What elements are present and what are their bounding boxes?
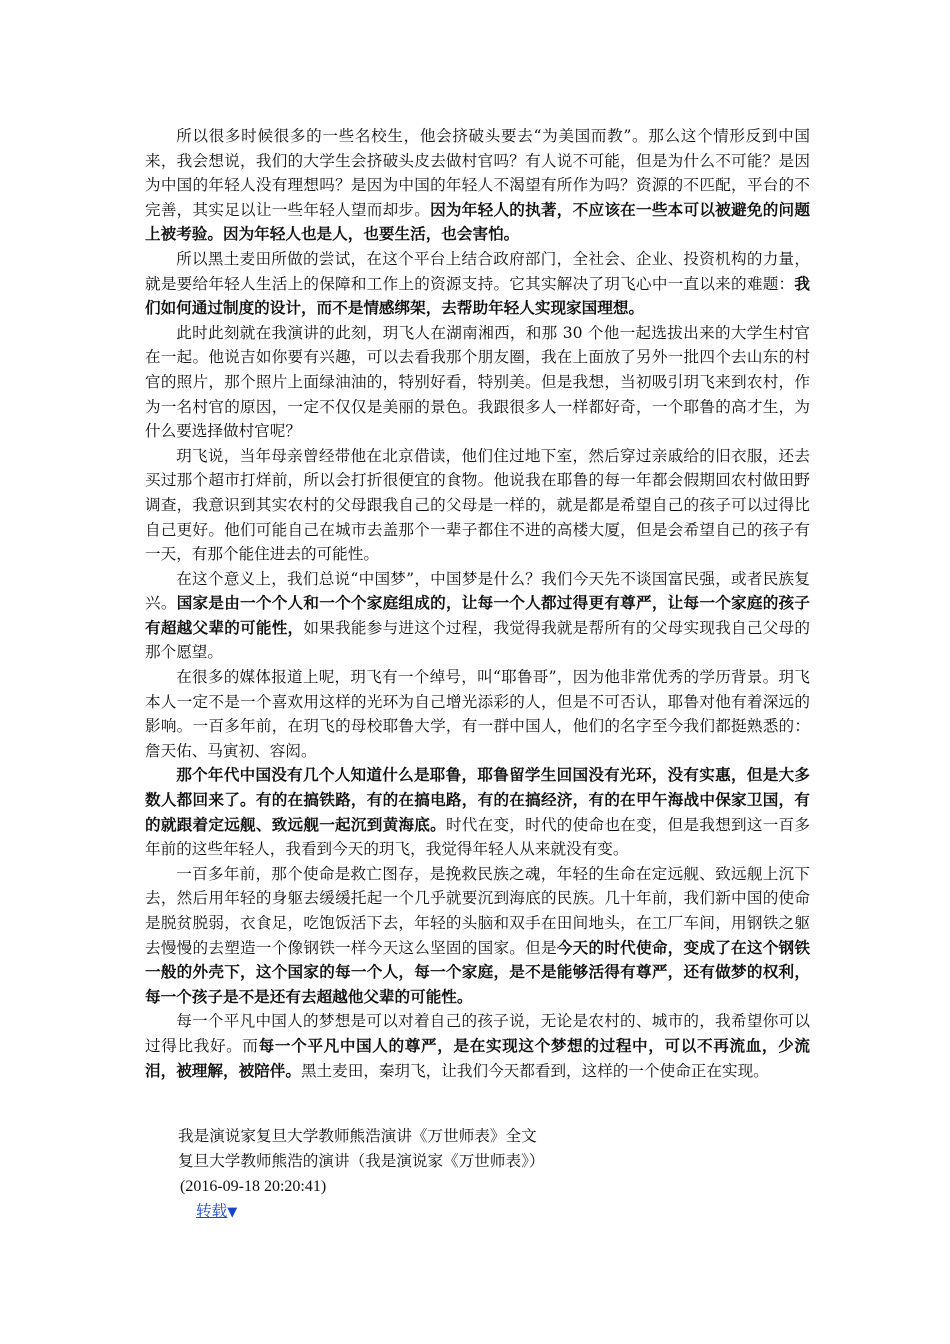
- article-meta: [178, 1124, 818, 1225]
- repost-label: 转载: [196, 1202, 228, 1220]
- triangle-down-icon: ▼: [227, 1205, 238, 1220]
- article-body: [145, 124, 810, 1083]
- text-run: 黑土麦田，秦玥飞，让我们今天都看到，这样的一个使命正在实现。: [300, 1061, 769, 1080]
- bold-text: 那个年代中国没有几个人知道什么是耶鲁，耶鲁留学生回国没有光环，没有实惠，但是大多数人都回来了。有的在搞铁路，有的在搞电路，有的在搞经济，有的在甲午海战中保家卫国，有的就跟着定远舰、致远舰一起沉到黄海底。: [145, 765, 810, 834]
- paragraph: [145, 444, 810, 567]
- text-run: 在这个意义上，我们总说“中国梦”，中国梦是什么？我们今天先不谈国富民强，或者民族复兴。: [145, 569, 810, 613]
- text-run: 在很多的媒体报道上呢，玥飞有一个绰号，叫“耶鲁哥”，因为他非常优秀的学历背景。玥飞本人一定不是一个喜欢用这样的光环为自己增光添彩的人，但是不可否认，耶鲁对他有着深远的影响。一百多年前，在玥飞的母校耶鲁大学，有一群中国人，他们的名字至今我们都挺熟悉的：詹天佑、马寅初、容闳。: [145, 668, 810, 760]
- paragraph: [145, 321, 810, 444]
- repost-row: [178, 1199, 818, 1225]
- paragraph: [145, 665, 810, 763]
- text-run: 时代在变，时代的使命也在变，但是我想到这一百多年前的这些年轻人，我看到今天的玥飞，我觉得年轻人从来就没有变。: [145, 815, 810, 859]
- text-run: 此时此刻就在我演讲的此刻，玥飞人在湖南湘西，和那 30 个他一起选拔出来的大学生村官在一起。他说吉如你要有兴趣，可以去看我那个朋友圈，我在上面放了另外一批四个去山东的村官的照片，那个照片上面绿油油的，特别好看，特别美。但是我想，当初吸引玥飞来到农村，作为一名村官的原因，一定不仅仅是美丽的景色。我跟很多人一样都好奇，一个耶鲁的高才生，为什么要选择做村官呢？: [145, 323, 810, 441]
- text-run: 每一个平凡中国人的梦想是可以对着自己的孩子说，无论是农村的、城市的，我希望你可以过得比我好。而: [145, 1012, 810, 1055]
- text-run: 所以黑土麦田所做的尝试，在这个平台上结合政府部门，全社会、企业、投资机构的力量，就是要给年轻人生活上的保障和工作上的资源支持。它其实解决了玥飞心中一直以来的难题：: [145, 249, 810, 293]
- text-run: 一百多年前，那个使命是救亡图存，是挽救民族之魂，年轻的生命在定远舰、致远舰上沉下去，然后用年轻的身躯去缓缓托起一个几乎就要沉到海底的民族。几十年前，我们新中国的使命是脱贫脱弱，衣食足，吃饱饭活下去，年轻的头脑和双手在田间地头，在工厂车间，用钢铁之躯去慢慢的去塑造一个像钢铁一样今天这么坚固的国家。但是: [145, 864, 810, 957]
- related-title-2: 复旦大学教师熊浩的演讲（我是演说家《万世师表》）: [178, 1152, 545, 1170]
- paragraph: [145, 247, 810, 321]
- text-run: 如果我能参与进这个过程，我觉得我就是帮所有的父母实现我自己父母的那个愿望。: [145, 618, 810, 662]
- bold-text: 每一个平凡中国人的尊严，是在实现这个梦想的过程中，可以不再流血，少流泪，被理解，被陪伴。: [145, 1035, 810, 1080]
- bold-text: 我们如何通过制度的设计，而不是情感绑架，去帮助年轻人实现家国理想。: [145, 273, 810, 318]
- bold-text: 国家是由一个个人和一个个家庭组成的，让每一个人都过得更有尊严，让每一个家庭的孩子有超越父辈的可能性，: [145, 593, 810, 637]
- paragraph: [145, 763, 810, 861]
- text-run: 玥飞说，当年母亲曾经带他在北京借读，他们住过地下室，然后穿过亲戚给的旧衣服，还去买过那个超市打烊前，所以会打折很便宜的食物。他说我在耶鲁的每一年都会假期回农村做田野调查，我意识到其实农村的父母跟我自己的父母是一样的，就是都是希望自己的孩子可以过得比自己更好。他们可能自己在城市去盖那个一辈子都住不进的高楼大厦，但是会希望自己的孩子有一天，有那个能住进去的可能性。: [145, 446, 810, 564]
- repost-link[interactable]: [178, 1202, 237, 1220]
- paragraph: [145, 862, 810, 1010]
- bold-text: 因为年轻人的执著，不应该在一些本可以被避免的问题上被考验。因为年轻人也是人，也要生活，也会害怕。: [145, 199, 810, 244]
- post-date: (2016-09-18 20:20:41): [180, 1178, 327, 1195]
- text-run: 所以很多时候很多的一些名校生，他会挤破头要去“为美国而教”。那么这个情形反到中国来，我会想说，我们的大学生会挤破头皮去做村官吗？有人说不可能，但是为什么不可能？是因为中国的年轻人没有理想吗？是因为中国的年轻人不渴望有所作为吗？资源的不匹配，平台的不完善，其实足以让一些年轻人望而却步。: [145, 127, 810, 219]
- paragraph: [145, 124, 810, 247]
- related-title-1: 我是演说家复旦大学教师熊浩演讲《万世师表》全文: [178, 1127, 537, 1145]
- paragraph: [145, 1009, 810, 1083]
- paragraph: [145, 567, 810, 665]
- bold-text: 今天的时代使命，变成了在这个钢铁一般的外壳下，这个国家的每一个人，每一个家庭，是不是能够活得有尊严，还有做梦的权利，每一个孩子是不是还有去超越他父辈的可能性。: [145, 937, 810, 1006]
